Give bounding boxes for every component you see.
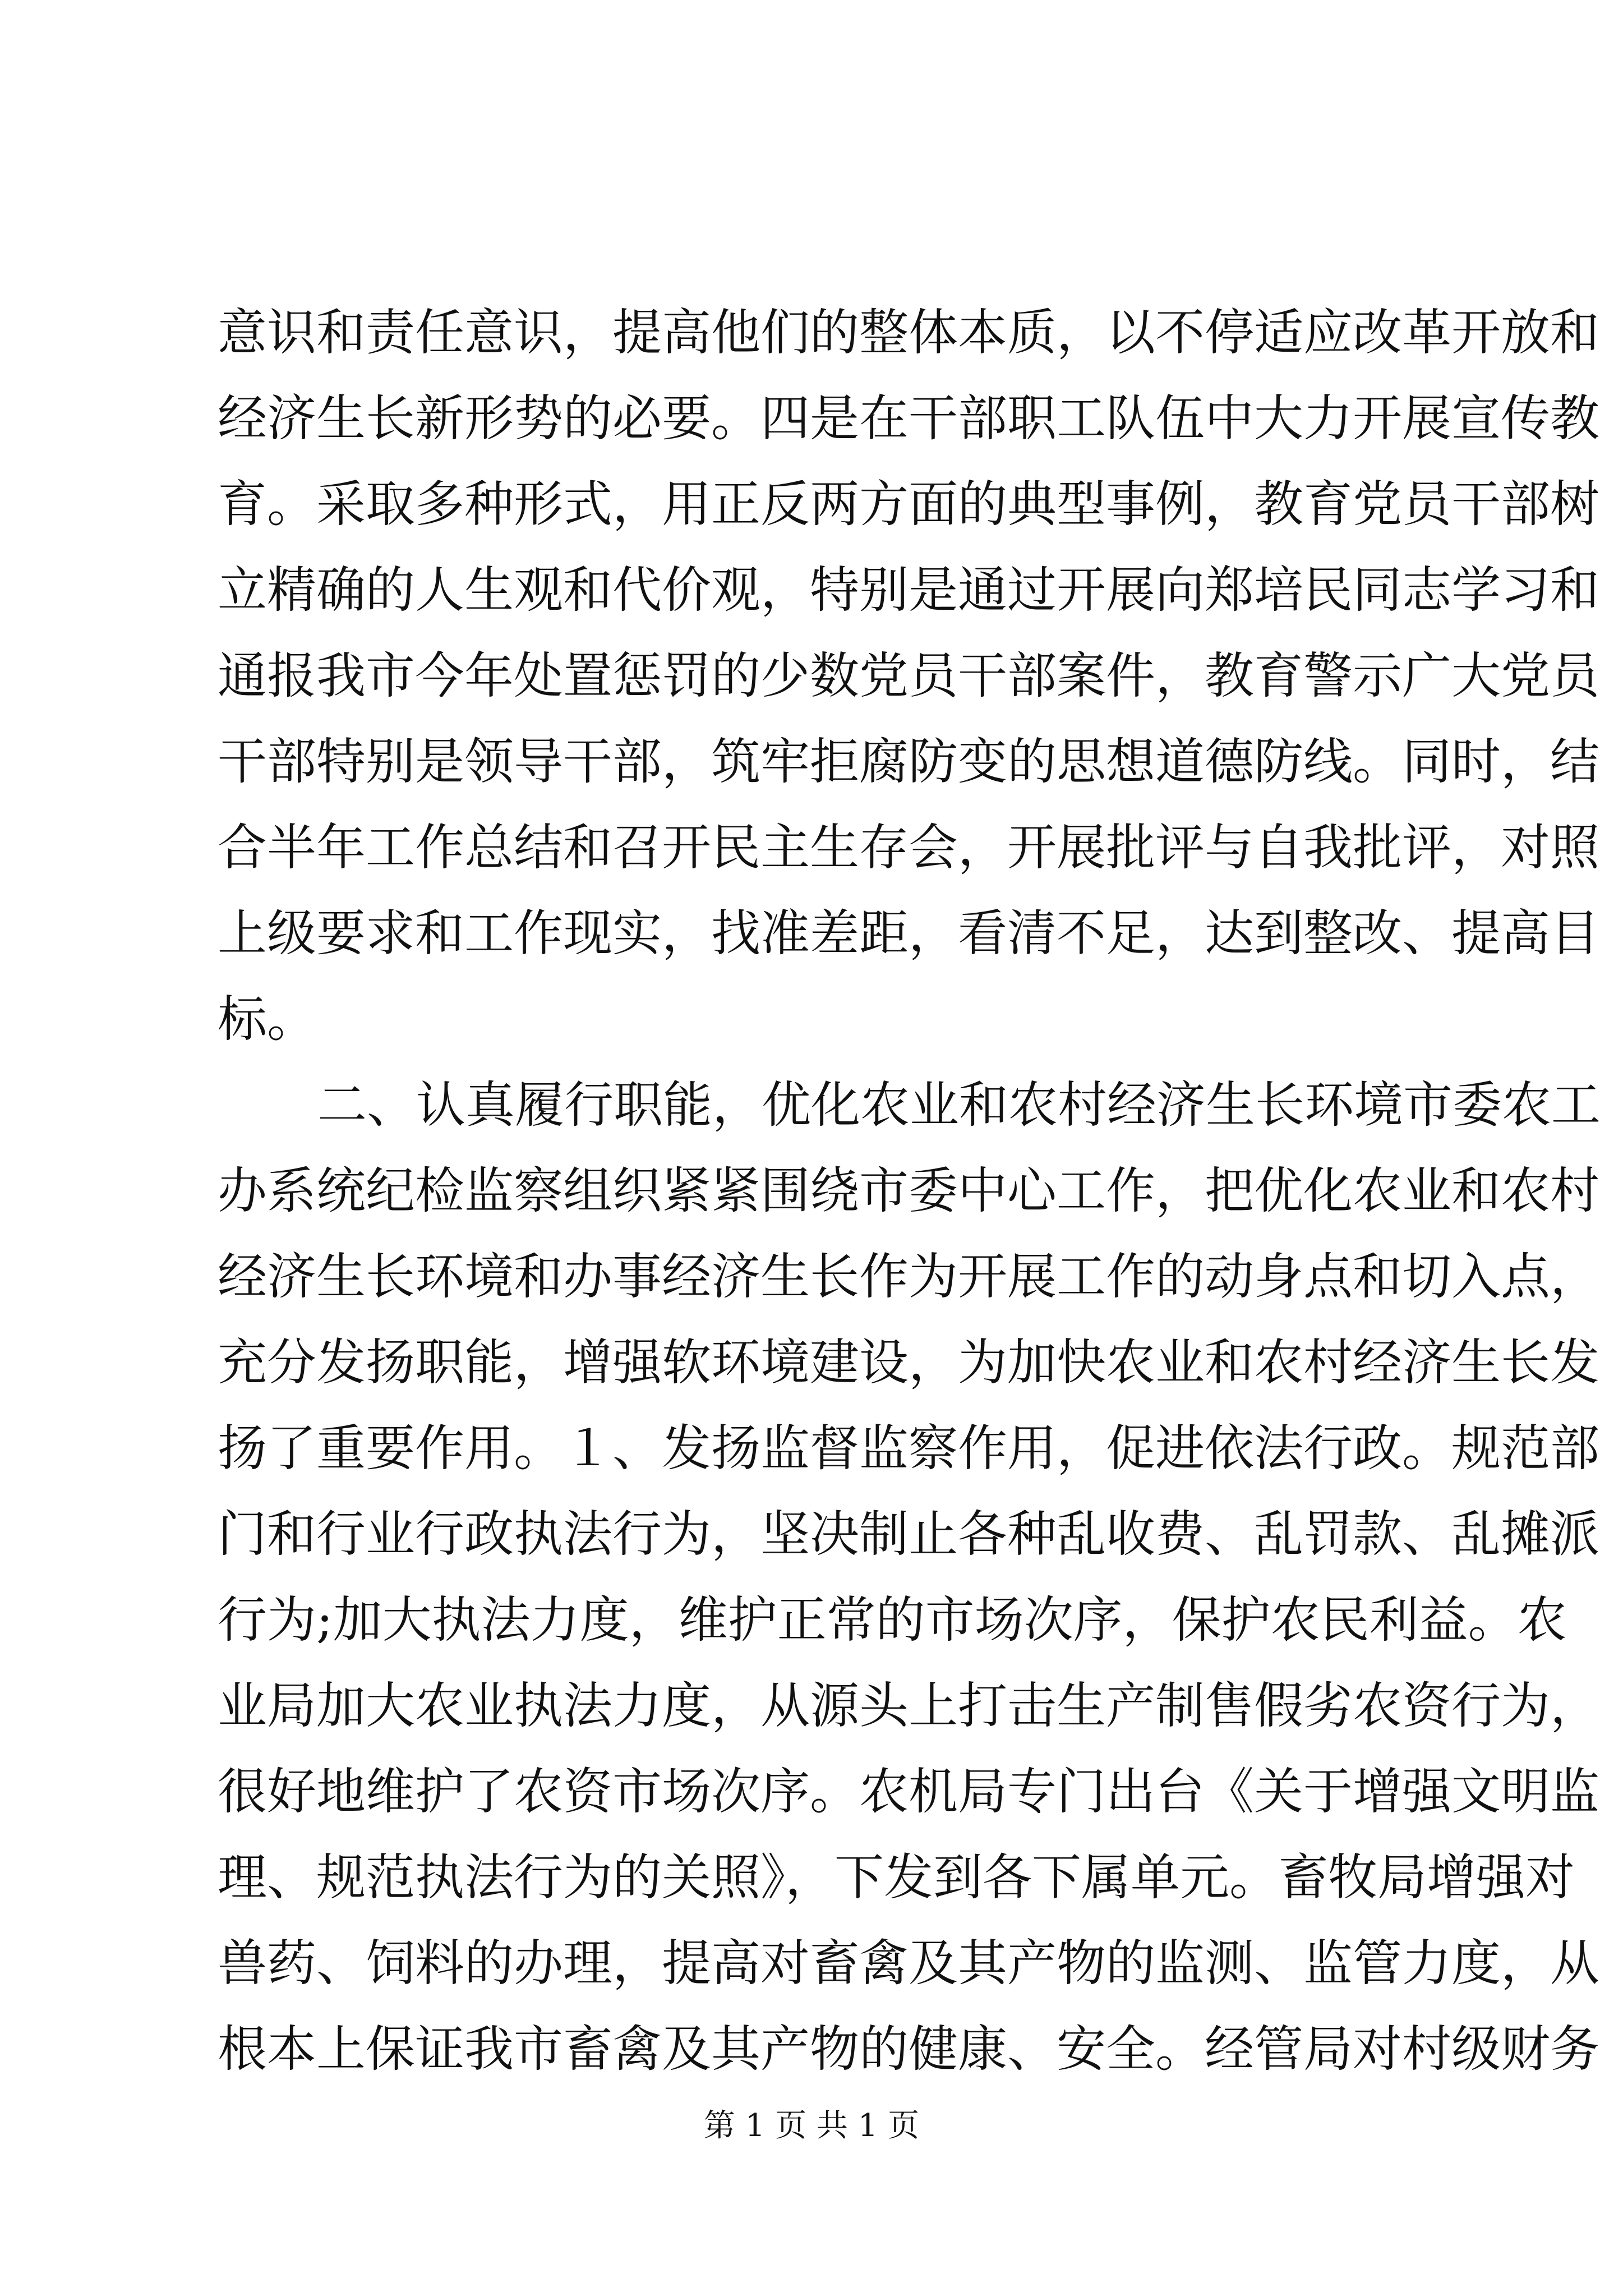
text-line: 扬了重要作用。１、发扬监督监察作用，促进依法行政。规范部 — [218, 1419, 1600, 1477]
text-line: 经济生长新形势的必要。四是在干部职工队伍中大力开展宣传教 — [218, 389, 1600, 447]
section-heading-line: 二、认真履行职能，优化农业和农村经济生长环境市委农工 — [317, 1076, 1601, 1134]
page-number-label: 第 1 页 共 1 页 — [703, 2108, 920, 2144]
text-line: 兽药、饲料的办理，提高对畜禽及其产物的监测、监管力度，从 — [218, 1934, 1600, 1992]
text-line: 理、规范执法行为的关照》，下发到各下属单元。畜牧局增强对 — [218, 1848, 1575, 1906]
text-line: 立精确的人生观和代价观，特别是通过开展向郑培民同志学习和 — [218, 561, 1600, 619]
text-line: 很好地维护了农资市场次序。农机局专门出台《关于增强文明监 — [218, 1763, 1600, 1820]
document-body — [218, 289, 1601, 2092]
text-line: 经济生长环境和办事经济生长作为开展工作的动身点和切入点， — [218, 1248, 1600, 1305]
text-line: 充分发扬职能，增强软环境建设，为加快农业和农村经济生长发 — [218, 1333, 1600, 1391]
text-line: 合半年工作总结和召开民主生存会，开展批评与自我批评，对照 — [218, 818, 1600, 876]
text-line: 标。 — [218, 990, 317, 1048]
text-line: 办系统纪检监察组织紧紧围绕市委中心工作，把优化农业和农村 — [218, 1162, 1600, 1220]
text-line: 行为;加大执法力度，维护正常的市场次序，保护农民利益。农 — [218, 1591, 1567, 1649]
text-line: 通报我市今年处置惩罚的少数党员干部案件，教育警示广大党员 — [218, 647, 1600, 705]
text-line: 上级要求和工作现实，找准差距，看清不足，达到整改、提高目 — [218, 904, 1600, 962]
text-line: 业局加大农业执法力度，从源头上打击生产制售假劣农资行为， — [218, 1677, 1600, 1734]
text-line: 意识和责任意识，提高他们的整体本质，以不停适应改革开放和 — [218, 303, 1600, 361]
text-line: 根本上保证我市畜禽及其产物的健康、安全。经管局对村级财务 — [218, 2020, 1600, 2078]
text-line: 干部特别是领导干部，筑牢拒腐防变的思想道德防线。同时，结 — [218, 733, 1600, 790]
page-footer — [0, 2106, 1623, 2146]
text-line: 育。采取多种形式，用正反两方面的典型事例，教育党员干部树 — [218, 475, 1600, 533]
text-line: 门和行业行政执法行为，坚决制止各种乱收费、乱罚款、乱摊派 — [218, 1505, 1600, 1563]
